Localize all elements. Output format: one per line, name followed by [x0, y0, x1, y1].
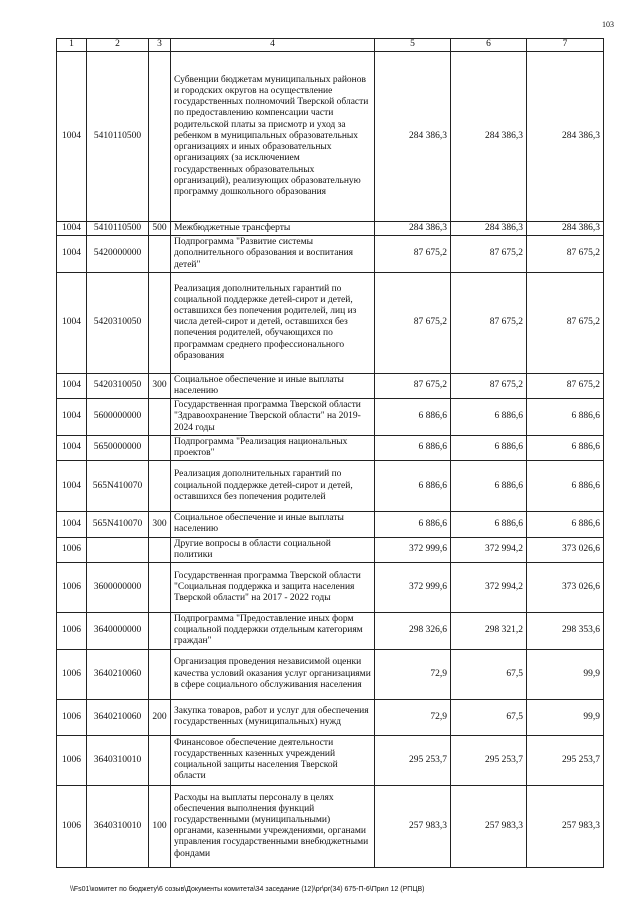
expense-type-cell: 300 — [149, 373, 171, 398]
expense-type-cell — [149, 272, 171, 373]
expense-type-cell — [149, 735, 171, 785]
section-code-cell: 1004 — [57, 272, 87, 373]
header-cell: 4 — [171, 39, 375, 52]
amount-year3-cell: 373 026,6 — [527, 537, 604, 562]
amount-year3-cell: 6 886,6 — [527, 461, 604, 512]
target-article-cell: 5650000000 — [87, 435, 149, 460]
table-row — [57, 272, 604, 373]
expense-type-cell — [149, 435, 171, 460]
amount-year2-cell: 6 886,6 — [451, 461, 527, 512]
expense-type-cell — [149, 649, 171, 699]
description-cell: Финансовое обеспечение деятельности государственных казенных учреждений социальной защиты населения Тверской области — [171, 735, 375, 785]
section-code-cell: 1004 — [57, 512, 87, 537]
amount-year2-cell: 372 994,2 — [451, 563, 527, 613]
amount-year3-cell: 6 886,6 — [527, 512, 604, 537]
expense-type-cell: 500 — [149, 222, 171, 236]
amount-year3-cell: 6 886,6 — [527, 399, 604, 436]
table-row — [57, 699, 604, 735]
section-code-cell: 1004 — [57, 461, 87, 512]
target-article-cell: 565N410070 — [87, 512, 149, 537]
amount-year2-cell: 87 675,2 — [451, 272, 527, 373]
section-code-cell: 1006 — [57, 785, 87, 867]
amount-year1-cell: 6 886,6 — [375, 399, 451, 436]
amount-year3-cell: 87 675,2 — [527, 272, 604, 373]
header-cell: 3 — [149, 39, 171, 52]
amount-year2-cell: 295 253,7 — [451, 735, 527, 785]
target-article-cell: 5410110500 — [87, 222, 149, 236]
amount-year3-cell: 284 386,3 — [527, 52, 604, 222]
expense-type-cell — [149, 461, 171, 512]
target-article-cell: 3640310010 — [87, 785, 149, 867]
target-article-cell: 565N410070 — [87, 461, 149, 512]
amount-year3-cell: 284 386,3 — [527, 222, 604, 236]
amount-year1-cell: 87 675,2 — [375, 272, 451, 373]
amount-year2-cell: 67,5 — [451, 699, 527, 735]
expense-type-cell — [149, 537, 171, 562]
amount-year2-cell: 284 386,3 — [451, 222, 527, 236]
amount-year1-cell: 372 999,6 — [375, 563, 451, 613]
expense-type-cell: 200 — [149, 699, 171, 735]
target-article-cell: 3600000000 — [87, 563, 149, 613]
description-cell: Подпрограмма "Предоставление иных форм социальной поддержки отдельным категориям граждан" — [171, 613, 375, 650]
section-code-cell: 1006 — [57, 563, 87, 613]
amount-year1-cell: 257 983,3 — [375, 785, 451, 867]
target-article-cell: 5410110500 — [87, 52, 149, 222]
table-row — [57, 613, 604, 650]
amount-year1-cell: 72,9 — [375, 649, 451, 699]
description-cell: Закупка товаров, работ и услуг для обеспечения государственных (муниципальных) нужд — [171, 699, 375, 735]
amount-year1-cell: 87 675,2 — [375, 373, 451, 398]
header-cell: 5 — [375, 39, 451, 52]
amount-year3-cell: 99,9 — [527, 699, 604, 735]
expense-type-cell — [149, 563, 171, 613]
table-row — [57, 435, 604, 460]
section-code-cell: 1004 — [57, 52, 87, 222]
description-cell: Подпрограмма "Реализация национальных проектов" — [171, 435, 375, 460]
budget-table — [56, 38, 604, 868]
target-article-cell: 5420000000 — [87, 236, 149, 273]
amount-year2-cell: 257 983,3 — [451, 785, 527, 867]
section-code-cell: 1004 — [57, 222, 87, 236]
table-row — [57, 236, 604, 273]
section-code-cell: 1004 — [57, 236, 87, 273]
header-cell: 6 — [451, 39, 527, 52]
target-article-cell: 5420310050 — [87, 373, 149, 398]
table-row — [57, 222, 604, 236]
amount-year3-cell: 87 675,2 — [527, 236, 604, 273]
amount-year2-cell: 6 886,6 — [451, 399, 527, 436]
description-cell: Реализация дополнительных гарантий по социальной поддержке детей-сирот и детей, оставшихся без попечения родителей, лиц из числа детей-сирот и детей, оставшихся без попечения родителей, обучающихся по программам среднего профессионального образования — [171, 272, 375, 373]
target-article-cell: 3640210060 — [87, 699, 149, 735]
table-row — [57, 735, 604, 785]
amount-year2-cell: 6 886,6 — [451, 435, 527, 460]
table-row — [57, 785, 604, 867]
description-cell: Социальное обеспечение и иные выплаты населению — [171, 373, 375, 398]
target-article-cell: 3640310010 — [87, 735, 149, 785]
amount-year3-cell: 99,9 — [527, 649, 604, 699]
expense-type-cell: 100 — [149, 785, 171, 867]
amount-year2-cell: 298 321,2 — [451, 613, 527, 650]
amount-year3-cell: 6 886,6 — [527, 435, 604, 460]
amount-year1-cell: 298 326,6 — [375, 613, 451, 650]
section-code-cell: 1004 — [57, 435, 87, 460]
target-article-cell: 3640000000 — [87, 613, 149, 650]
table-row — [57, 537, 604, 562]
amount-year2-cell: 87 675,2 — [451, 236, 527, 273]
amount-year1-cell: 6 886,6 — [375, 512, 451, 537]
amount-year2-cell: 87 675,2 — [451, 373, 527, 398]
description-cell: Организация проведения независимой оценки качества условий оказания услуг организациями в сфере социального обслуживания населения — [171, 649, 375, 699]
table-header-row — [57, 39, 604, 52]
section-code-cell: 1004 — [57, 373, 87, 398]
header-cell: 2 — [87, 39, 149, 52]
expense-type-cell — [149, 613, 171, 650]
amount-year3-cell: 295 253,7 — [527, 735, 604, 785]
amount-year1-cell: 6 886,6 — [375, 461, 451, 512]
amount-year3-cell: 373 026,6 — [527, 563, 604, 613]
file-path-footer: \\Fs01\комитет по бюджету\6 созыв\Документы комитета\34 заседание (12)\pr\pr(34) 675-П-6\Прил 12 (РПЦВ) — [70, 886, 425, 893]
amount-year3-cell: 87 675,2 — [527, 373, 604, 398]
description-cell: Государственная программа Тверской области "Здравоохранение Тверской области" на 2019-2024 годы — [171, 399, 375, 436]
table-row — [57, 563, 604, 613]
section-code-cell: 1006 — [57, 735, 87, 785]
amount-year1-cell: 372 999,6 — [375, 537, 451, 562]
amount-year1-cell: 295 253,7 — [375, 735, 451, 785]
description-cell: Расходы на выплаты персоналу в целях обеспечения выполнения функций государственными (муниципальными) органами, казенными учреждениями, органами управления государственными внебюджетными фондами — [171, 785, 375, 867]
expense-type-cell: 300 — [149, 512, 171, 537]
description-cell: Социальное обеспечение и иные выплаты населению — [171, 512, 375, 537]
header-cell: 7 — [527, 39, 604, 52]
target-article-cell: 5600000000 — [87, 399, 149, 436]
amount-year1-cell: 72,9 — [375, 699, 451, 735]
table-body — [57, 52, 604, 868]
target-article-cell: 3640210060 — [87, 649, 149, 699]
expense-type-cell — [149, 399, 171, 436]
amount-year1-cell: 87 675,2 — [375, 236, 451, 273]
table-row — [57, 649, 604, 699]
table-row — [57, 461, 604, 512]
section-code-cell: 1006 — [57, 537, 87, 562]
expense-type-cell — [149, 52, 171, 222]
table-row — [57, 373, 604, 398]
amount-year2-cell: 6 886,6 — [451, 512, 527, 537]
header-cell: 1 — [57, 39, 87, 52]
description-cell: Подпрограмма "Развитие системы дополнительного образования и воспитания детей" — [171, 236, 375, 273]
description-cell: Государственная программа Тверской области "Социальная поддержка и защита населения Тверской области" на 2017 - 2022 годы — [171, 563, 375, 613]
description-cell: Другие вопросы в области социальной политики — [171, 537, 375, 562]
table-row — [57, 512, 604, 537]
amount-year2-cell: 372 994,2 — [451, 537, 527, 562]
description-cell: Реализация дополнительных гарантий по социальной поддержке детей-сирот и детей, оставшихся без попечения родителей — [171, 461, 375, 512]
amount-year1-cell: 284 386,3 — [375, 52, 451, 222]
description-cell: Межбюджетные трансферты — [171, 222, 375, 236]
section-code-cell: 1006 — [57, 699, 87, 735]
expense-type-cell — [149, 236, 171, 273]
amount-year3-cell: 257 983,3 — [527, 785, 604, 867]
description-cell: Субвенции бюджетам муниципальных районов и городских округов на осуществление государственных полномочий Тверской области по предоставлению компенсации части родительской платы за присмотр и уход за ребенком в муниципальных образовательных организациях и иных образовательных организациях (за исключением государственных образовательных организаций), реализующих образовательную программу дошкольного образования — [171, 52, 375, 222]
table-row — [57, 52, 604, 222]
section-code-cell: 1006 — [57, 649, 87, 699]
page-number: 103 — [602, 20, 614, 29]
target-article-cell: 5420310050 — [87, 272, 149, 373]
amount-year2-cell: 284 386,3 — [451, 52, 527, 222]
table-row — [57, 399, 604, 436]
amount-year1-cell: 6 886,6 — [375, 435, 451, 460]
section-code-cell: 1006 — [57, 613, 87, 650]
section-code-cell: 1004 — [57, 399, 87, 436]
target-article-cell — [87, 537, 149, 562]
amount-year2-cell: 67,5 — [451, 649, 527, 699]
amount-year3-cell: 298 353,6 — [527, 613, 604, 650]
amount-year1-cell: 284 386,3 — [375, 222, 451, 236]
